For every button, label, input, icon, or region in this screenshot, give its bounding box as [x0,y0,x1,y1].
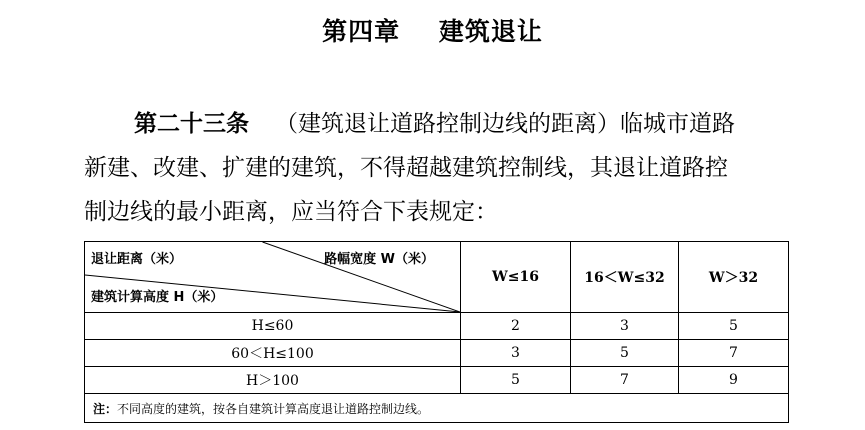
value-cell: 5 [571,340,679,367]
note-label: 注： [93,401,118,416]
height-cell: 60＜H≤100 [85,340,461,367]
article-line-1 [84,102,804,146]
height-cell: H≤60 [85,313,461,340]
diagonal-header-cell [85,242,461,313]
table-row [85,340,789,367]
setback-table [84,241,789,423]
table-note [85,394,789,423]
article-text-1: （建筑退让道路控制边线的距离）临城市道路 [275,111,735,137]
value-cell: 3 [461,340,571,367]
table-header-row [85,242,789,313]
value-cell: 9 [679,367,789,394]
value-cell: 7 [571,367,679,394]
article-line-3: 制边线的最小距离，应当符合下表规定： [84,199,498,225]
width-column-header: W＞32 [679,242,789,313]
value-cell: 5 [461,367,571,394]
article-number: 第二十三条 [134,111,249,137]
width-column-header: 16＜W≤32 [571,242,679,313]
table-row [85,367,789,394]
height-cell: H＞100 [85,367,461,394]
value-cell: 7 [679,340,789,367]
road-width-label: 路幅宽度 W（米） [324,252,434,267]
chapter-title: 第四章 建筑退让 [322,17,543,46]
value-cell: 5 [679,313,789,340]
width-column-header: W≤16 [461,242,571,313]
table-row [85,313,789,340]
value-cell: 2 [461,313,571,340]
table-note-row [85,394,789,423]
value-cell: 3 [571,313,679,340]
note-text: 不同高度的建筑，按各自建筑计算高度退让道路控制边线。 [117,401,430,416]
article-line-2: 新建、改建、扩建的建筑，不得超越建筑控制线，其退让道路控 [84,155,728,181]
distance-label: 退让距离（米） [91,252,183,267]
height-label: 建筑计算高度 H（米） [91,290,224,305]
